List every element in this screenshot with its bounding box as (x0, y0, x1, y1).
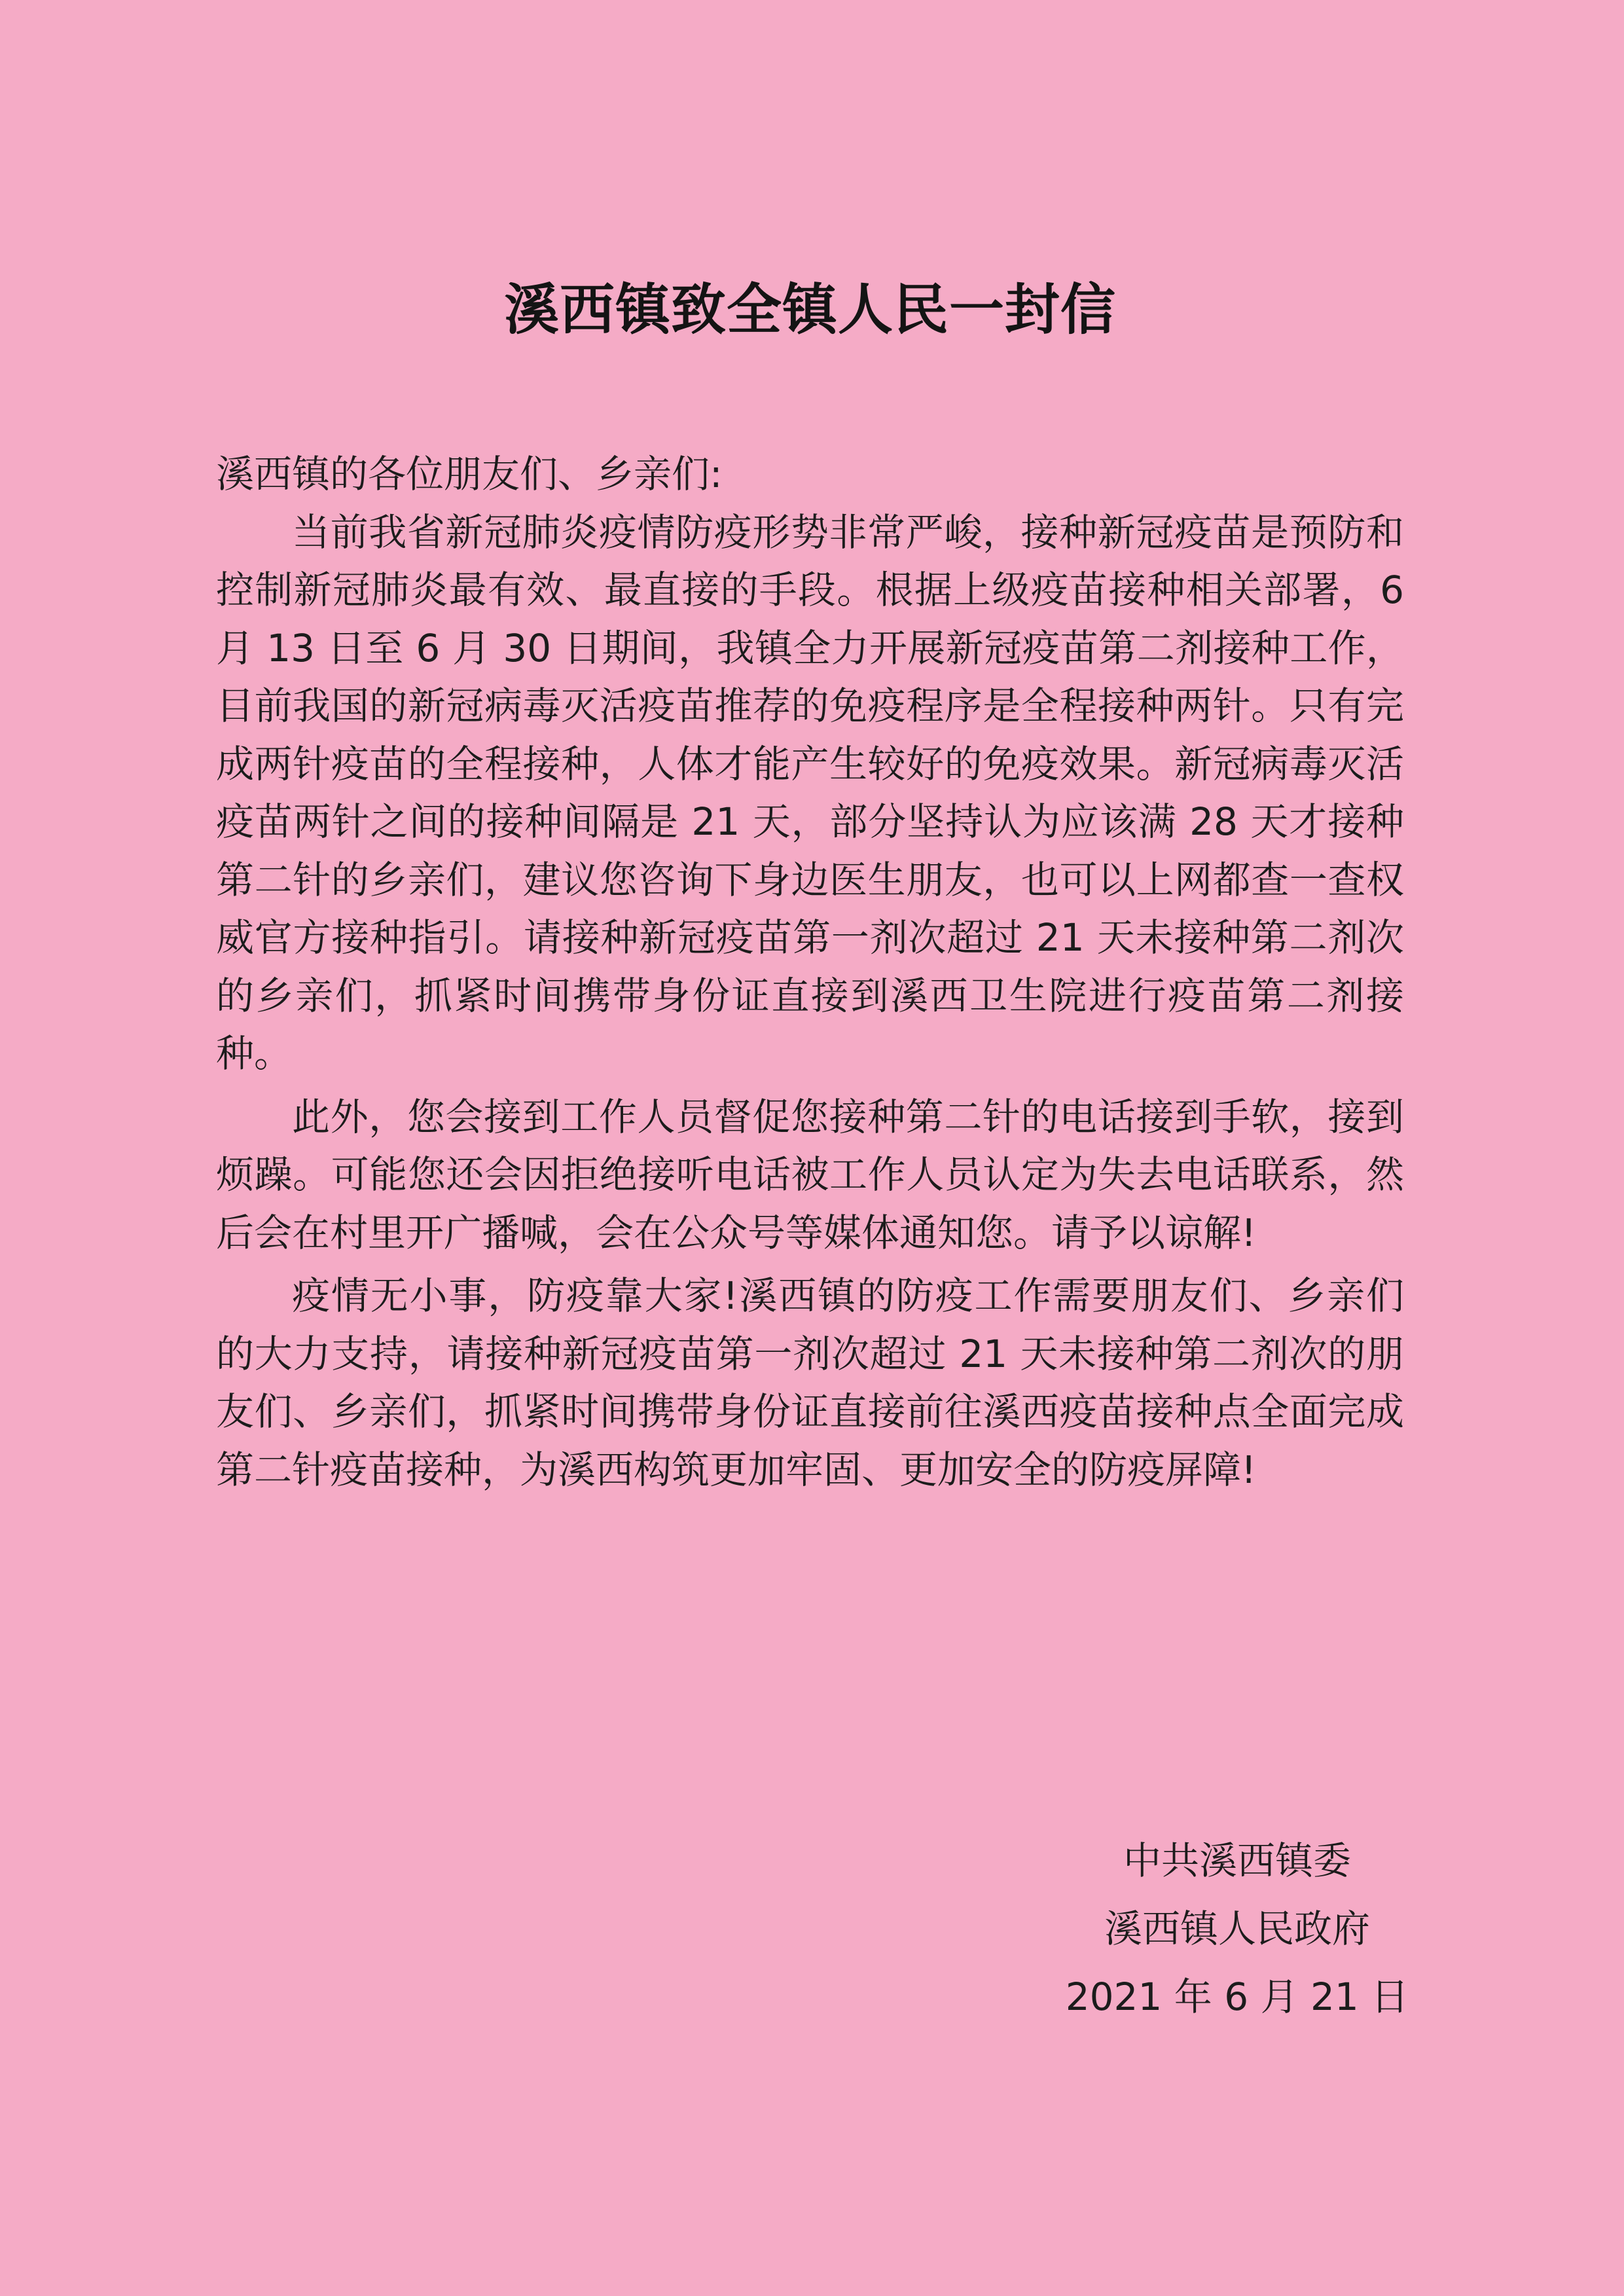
salutation: 溪西镇的各位朋友们、乡亲们: (216, 452, 723, 496)
signature-date: 2021 年 6 月 21 日 (1065, 1975, 1409, 2019)
signature-party-committee: 中共溪西镇委 (1123, 1838, 1351, 1883)
paragraph-vaccination-notice: 当前我省新冠肺炎疫情防疫形势非常严峻，接种新冠疫苗是预防和控制新冠肺炎最有效、最直接的手段。根据上级疫苗接种相关部署，6 月 13 日至 6 月 30 日期间，我镇全力开展新冠疫苗第二剂接种工作，目前我国的新冠病毒灭活疫苗推荐的免疫程序是全程接种两针。只有完成两针疫苗的全程接种，人体才能产生较好的免疫效果。新冠病毒灭活疫苗两针之间的接种间隔是 21 天，部分坚持认为应该满 28 天才接种第二针的乡亲们，建议您咨询下身边医生朋友，也可以上网都查一查权威官方接种指引。请接种新冠疫苗第一剂次超过 21 天未接种第二剂次的乡亲们，抓紧时间携带身份证直接到溪西卫生院进行疫苗第二剂接种。 (216, 509, 1404, 1076)
paragraph-call-to-action: 疫情无小事，防疫靠大家!溪西镇的防疫工作需要朋友们、乡亲们的大力支持，请接种新冠疫苗第一剂次超过 21 天未接种第二剂次的朋友们、乡亲们，抓紧时间携带身份证直接前往溪西疫苗接种点全面完成第二针疫苗接种，为溪西构筑更加牢固、更加安全的防疫屏障! (216, 1273, 1404, 1492)
letter-body (216, 445, 1404, 1499)
signature-government: 溪西镇人民政府 (1104, 1906, 1370, 1951)
signature-block (1034, 1827, 1440, 2031)
letter-title: 溪西镇致全镇人民一封信 (503, 277, 1116, 342)
paragraph-phone-reminder: 此外，您会接到工作人员督促您接种第二针的电话接到手软，接到烦躁。可能您还会因拒绝接听电话被工作人员认定为失去电话联系，然后会在村里开广播喊，会在公众号等媒体通知您。请予以谅解! (216, 1094, 1404, 1255)
